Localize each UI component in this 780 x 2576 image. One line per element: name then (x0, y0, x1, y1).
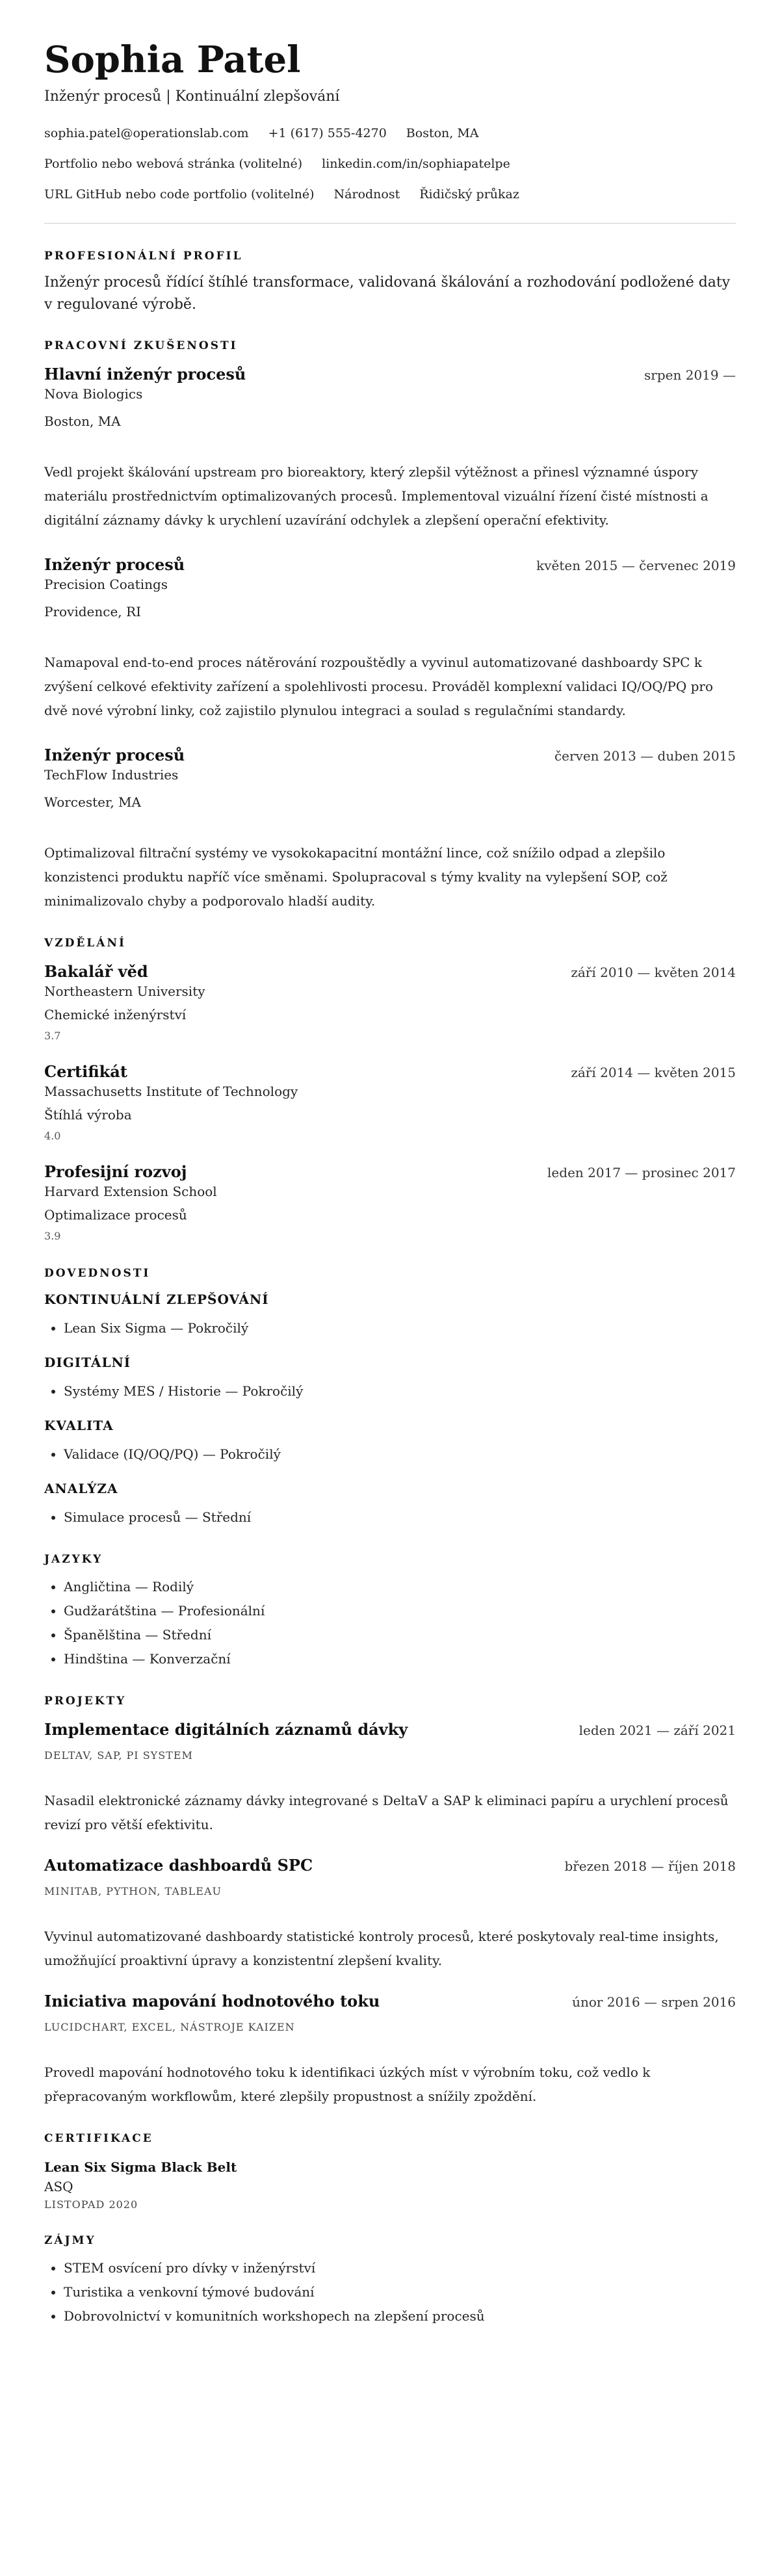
contact-line-primary (44, 125, 736, 142)
project-description: Provedl mapování hodnotového toku k identifikaci úzkých míst v výrobním toku, což vedlo k přepracovaným workflowům, které zlepšily propustnost a snížily zpoždění. (44, 2064, 651, 2104)
certification-date: LISTOPAD 2020 (44, 2198, 138, 2211)
job-description: Vedl projekt škálování upstream pro bioreaktory, který zlepšil výtěžnost a přinesl významné úspory materiálu prostřednictvím optimalizovaných procesů. Implementoval vizuální řízení čisté místnosti a digitální záznamy dávky k urychlení uzavírání odchylek a zlepšení operační efektivity. (44, 464, 708, 528)
interest-list (44, 2256, 736, 2328)
interest-item: • Dobrovolnictví v komunitních workshopech na zlepšení procesů (64, 2304, 736, 2328)
interest-item: • Turistika a venkovní týmové budování (64, 2280, 736, 2304)
section-title-experience: PRACOVNÍ ZKUŠENOSTI (44, 339, 238, 352)
job-description: Optimalizoval filtrační systémy ve vysokokapacitní montážní lince, což snížilo odpad a zlepšilo konzistenci produktu napříč více směnami. Spolupracoval s týmy kvality na vylepšení SOP, což minimalizovalo chyby a podporovalo hladší audity. (44, 845, 668, 909)
section-interests (44, 2234, 736, 2328)
project-entry (44, 1719, 736, 1837)
job-role: Hlavní inženýr procesů (44, 365, 246, 384)
contact-license: Řidičský průkaz (419, 187, 519, 202)
skill-list (44, 1379, 736, 1403)
job-company: Nova Biologics (44, 386, 143, 402)
header-divider (44, 223, 736, 224)
project-dates: březen 2018 — říjen 2018 (564, 1858, 736, 1874)
education-degree: Bakalář věd (44, 962, 148, 981)
language-item: • Španělština — Střední (64, 1623, 736, 1647)
contact-github[interactable]: URL GitHub nebo code portfolio (volitelné) (44, 187, 315, 202)
section-title-education: VZDĚLÁNÍ (44, 937, 126, 950)
education-field: Optimalizace procesů (44, 1207, 187, 1223)
certification-org: ASQ (44, 2179, 73, 2194)
project-tech: MINITAB, PYTHON, TABLEAU (44, 1885, 222, 1897)
skill-list (44, 1442, 736, 1466)
skill-item: • Systémy MES / Historie — Pokročilý (64, 1379, 736, 1403)
job-entry (44, 364, 736, 532)
project-tech: LUCIDCHART, EXCEL, NÁSTROJE KAIZEN (44, 2021, 295, 2033)
project-dates: únor 2016 — srpen 2016 (572, 1994, 736, 2010)
certification-name: Lean Six Sigma Black Belt (44, 2159, 237, 2175)
contact-linkedin[interactable]: linkedin.com/in/sophiapatelpe (322, 157, 510, 171)
job-dates: srpen 2019 — (644, 367, 736, 383)
job-entry (44, 745, 736, 913)
education-degree: Profesijní rozvoj (44, 1162, 187, 1181)
education-entry (44, 1162, 736, 1243)
job-dates: květen 2015 — červenec 2019 (536, 558, 736, 573)
education-field: Chemické inženýrství (44, 1007, 187, 1022)
education-field: Štíhlá výroba (44, 1107, 132, 1123)
skill-item: • Validace (IQ/OQ/PQ) — Pokročilý (64, 1442, 736, 1466)
project-entry (44, 1855, 736, 1973)
education-degree: Certifikát (44, 1062, 127, 1081)
job-entry (44, 554, 736, 723)
skill-category: KONTINUÁLNÍ ZLEPŠOVÁNÍ (44, 1292, 269, 1307)
skill-category: DIGITÁLNÍ (44, 1355, 131, 1370)
contact-nationality: Národnost (333, 187, 400, 202)
education-entry (44, 961, 736, 1043)
language-item: • Angličtina — Rodilý (64, 1575, 736, 1599)
education-entry (44, 1061, 736, 1143)
education-dates: září 2010 — květen 2014 (571, 965, 736, 980)
job-role: Inženýr procesů (44, 746, 185, 764)
contact-location: Boston, MA (406, 126, 479, 140)
contact-line-tertiary (44, 186, 736, 203)
education-school: Northeastern University (44, 983, 205, 999)
education-dates: leden 2017 — prosinec 2017 (547, 1165, 736, 1180)
section-title-skills: DOVEDNOSTI (44, 1267, 151, 1280)
job-dates: červen 2013 — duben 2015 (554, 748, 736, 764)
job-role: Inženýr procesů (44, 555, 185, 574)
section-title-projects: PROJEKTY (44, 1695, 127, 1708)
section-projects (44, 1695, 736, 2109)
job-location: Providence, RI (44, 604, 141, 619)
contact-email[interactable]: sophia.patel@operationslab.com (44, 126, 249, 140)
project-description: Nasadil elektronické záznamy dávky integrované s DeltaV a SAP k eliminaci papíru a urychlení procesů revizí pro větší efektivitu. (44, 1793, 729, 1832)
education-gpa: 3.7 (44, 1030, 61, 1042)
language-list (44, 1575, 736, 1671)
project-dates: leden 2021 — září 2021 (578, 1723, 736, 1738)
project-description: Vyvinul automatizované dashboardy statistické kontroly procesů, které poskytovaly real-time insights, umožňující proaktivní úpravy a konzistentní zlepšení kvality. (44, 1929, 719, 1968)
skill-item: • Lean Six Sigma — Pokročilý (64, 1316, 736, 1340)
job-company: TechFlow Industries (44, 767, 179, 783)
skill-category: KVALITA (44, 1418, 114, 1433)
education-school: Massachusetts Institute of Technology (44, 1084, 298, 1099)
interest-item: • STEM osvícení pro dívky v inženýrství (64, 2256, 736, 2280)
project-name: Iniciativa mapování hodnotového toku (44, 1992, 380, 2010)
candidate-name: Sophia Patel (44, 38, 301, 81)
skill-category: ANALÝZA (44, 1481, 118, 1496)
job-company: Precision Coatings (44, 577, 168, 592)
job-location: Worcester, MA (44, 794, 141, 810)
section-skills (44, 1267, 736, 1529)
job-location: Boston, MA (44, 413, 121, 429)
project-tech: DELTAV, SAP, PI SYSTEM (44, 1749, 193, 1762)
section-education (44, 937, 736, 1243)
job-description: Namapoval end-to-end proces nátěrování rozpouštědly a vyvinul automatizované dashboardy SPC k zvýšení celkové efektivity zařízení a spolehlivosti procesu. Prováděl komplexní validaci IQ/OQ/PQ pro dvě nové výrobní linky, což zajistilo plynulou integraci a soulad s regulačními standardy. (44, 655, 714, 718)
language-item: • Gudžarátština — Profesionální (64, 1599, 736, 1623)
contact-phone[interactable]: +1 (617) 555-4270 (268, 126, 387, 140)
education-gpa: 4.0 (44, 1130, 61, 1142)
education-school: Harvard Extension School (44, 1184, 217, 1199)
skill-list (44, 1505, 736, 1529)
education-gpa: 3.9 (44, 1230, 61, 1242)
section-title-languages: JAZYKY (44, 1553, 103, 1566)
section-title-profile: PROFESIONÁLNÍ PROFIL (44, 250, 243, 263)
section-experience (44, 339, 736, 913)
skill-item: • Simulace procesů — Střední (64, 1505, 736, 1529)
project-name: Automatizace dashboardů SPC (44, 1856, 313, 1875)
project-name: Implementace digitálních záznamů dávky (44, 1720, 408, 1739)
language-item: • Hindština — Konverzační (64, 1647, 736, 1671)
education-dates: září 2014 — květen 2015 (571, 1065, 736, 1080)
project-entry (44, 1991, 736, 2109)
section-title-interests: ZÁJMY (44, 2234, 96, 2247)
section-certifications (44, 2132, 736, 2211)
candidate-headline: Inženýr procesů | Kontinuální zlepšování (44, 88, 340, 105)
section-title-certifications: CERTIFIKACE (44, 2132, 153, 2145)
skill-list (44, 1316, 736, 1340)
section-languages (44, 1553, 736, 1671)
profile-summary: Inženýr procesů řídící štíhlé transformace, validovaná škálování a rozhodování podložené daty v regulované výrobě. (44, 274, 731, 313)
contact-line-secondary (44, 155, 736, 173)
contact-portfolio[interactable]: Portfolio nebo webová stránka (volitelné) (44, 157, 303, 171)
